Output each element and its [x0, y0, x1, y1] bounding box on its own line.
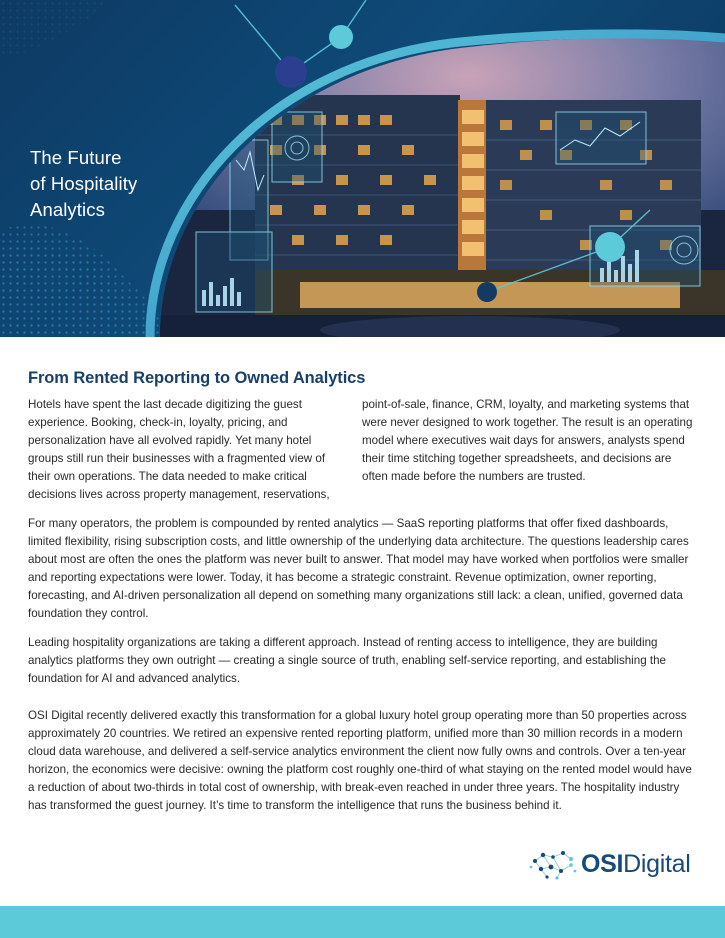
logo-word-osi: OSI [581, 850, 624, 878]
footer-bar [0, 906, 725, 938]
article-heading: From Rented Reporting to Owned Analytics [28, 369, 366, 387]
node-large [275, 56, 307, 88]
hero-title: The Future of Hospitality Analytics [30, 147, 138, 220]
paragraph-osi-case-study: OSI Digital recently delivered exactly this transformation for a global luxury hotel group operating more than 50 properties across approximately 20 countries. We retired an expensive rented reporting platform, unified more than 30 million records in a modern cloud data warehouse, and delivered a self-service analytics environment the client now fully owns and controls. Over a ten-year horizon, the economics were decisive: owning the platform cost roughly one-third of what staying on the rented model would have a reduction of about two-thirds in total cost of ownership, with break-even reached in under three years. The hospitality industry has transformed the guest journey. It’s time to transform the intelligence that runs the business behind it. [28, 709, 692, 812]
logo-wordmark [581, 850, 691, 878]
osi-digital-logo [529, 847, 709, 881]
logo-word-digital: Digital [623, 850, 691, 878]
intro-right-column: point-of-sale, finance, CRM, loyalty, and marketing systems that were never designed to work together. The result is an operating model where executives wait days for answers, analysts spend their time stitching together spreadsheets, and decisions are often made before the numbers are trusted. [362, 398, 693, 483]
hero-banner [0, 0, 725, 337]
paragraph-rented-analytics: For many operators, the problem is compounded by rented analytics — SaaS reporting platforms that offer fixed dashboards, limited flexibility, rising subscription costs, and little ownership of the underlying data architecture. The questions leadership cares about most are often the ones the platform was never built to answer. That model may have worked when portfolios were smaller and reporting expectations were lower. Today, it has become a strategic constraint. Revenue optimization, owner reporting, forecasting, and AI-driven personalization all depend on something many organizations still lack: a clean, unified, governed data foundation they control. [28, 517, 689, 620]
paragraph-different-approach: Leading hospitality organizations are taking a different approach. Instead of renting access to intelligence, they are building analytics platforms they own outright — creating a single source of truth, enabling self-service reporting, and establishing the foundation for AI and advanced analytics. [28, 636, 666, 685]
hotel-photo [150, 30, 725, 337]
network-logo-icon [529, 847, 577, 881]
node-dark [477, 282, 497, 302]
node-small [329, 25, 353, 49]
intro-left-column: Hotels have spent the last decade digitizing the guest experience. Booking, check-in, loyalty, pricing, and personalization have all evolved rapidly. Yet many hotel groups still run their businesses with a fragmented view of their own operations. The data needed to make critical decisions lives across property management, reservations, [28, 398, 330, 501]
node-accent [595, 232, 625, 262]
